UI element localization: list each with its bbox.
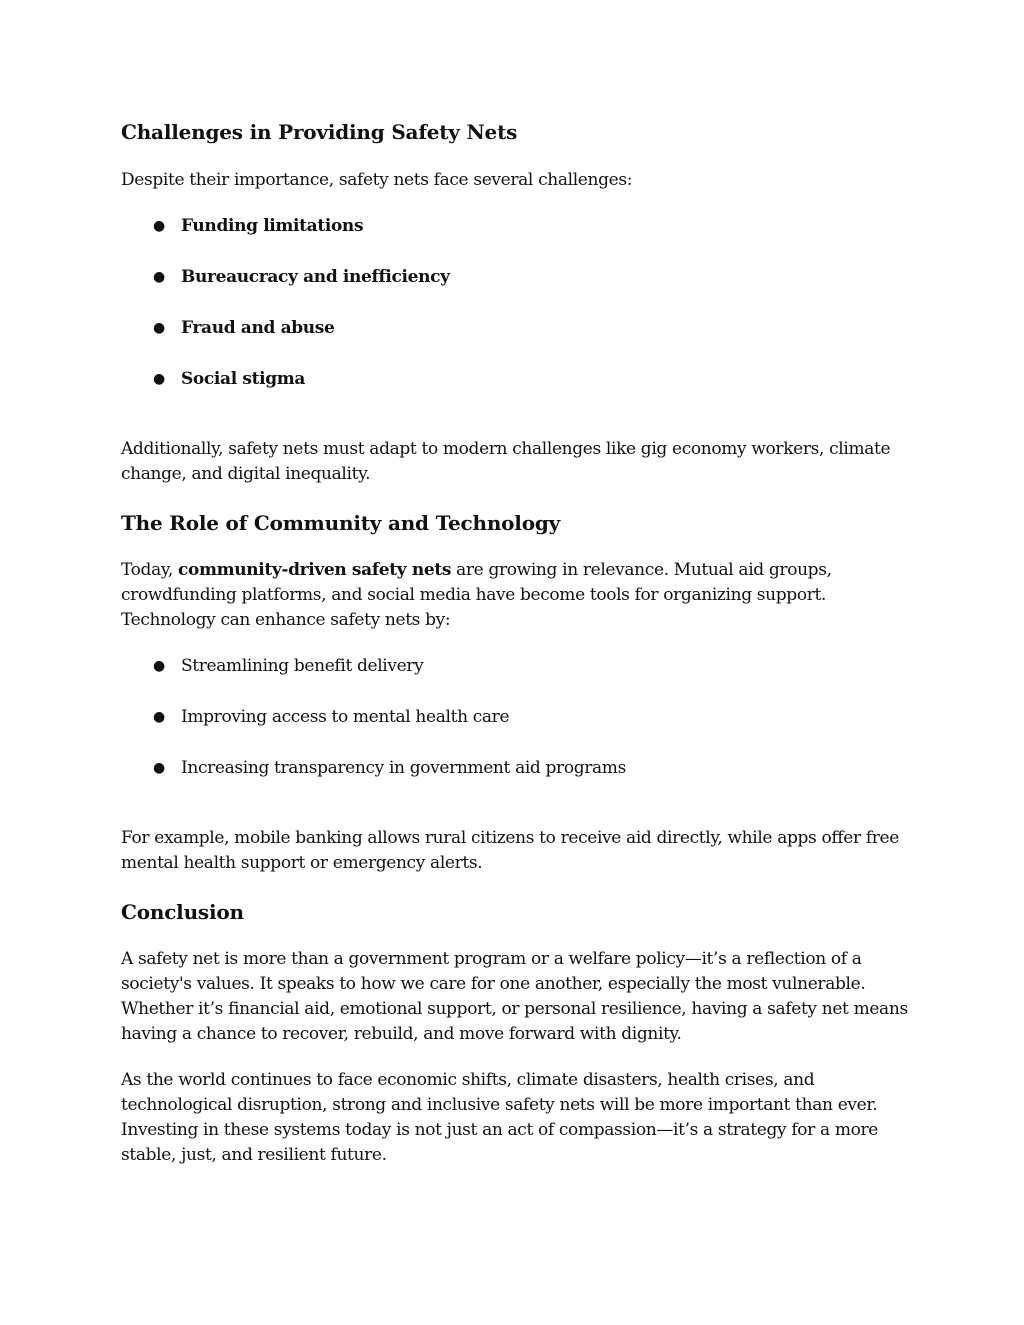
role-example-paragraph: For example, mobile banking allows rural citizens to receive aid directly, while apps offer free mental health support or emergency alerts. <box>121 828 899 873</box>
list-item <box>121 316 911 341</box>
conclusion-paragraph-1: A safety net is more than a government program or a welfare policy—it’s a reflection of a society's values. It speaks to how we care for one another, especially the most vulnerable. Whether it’s financial aid, emotional support, or personal resilience, having a safety net means having a chance to recover, rebuild, and move forward with dignity. <box>121 949 908 1044</box>
list-item <box>121 756 911 781</box>
list-item <box>121 265 911 290</box>
list-item-text: Increasing transparency in government aid programs <box>181 758 626 778</box>
challenges-intro: Despite their importance, safety nets face several challenges: <box>121 170 633 190</box>
role-intro-paragraph <box>121 558 911 633</box>
bullet-icon: ● <box>153 760 165 776</box>
role-intro-rest: are growing in relevance. Mutual aid groups, crowdfunding platforms, and social media have become tools for organizing support. Technology can enhance safety nets by: <box>121 560 832 630</box>
list-item-text: Funding limitations <box>181 216 364 236</box>
list-item <box>121 705 911 730</box>
list-item-text: Streamlining benefit delivery <box>181 656 424 676</box>
challenges-list <box>121 214 911 392</box>
list-item <box>121 214 911 239</box>
document-page <box>121 118 911 1168</box>
section-heading-role: The Role of Community and Technology <box>121 511 561 535</box>
bullet-icon: ● <box>153 269 165 285</box>
bullet-icon: ● <box>153 709 165 725</box>
list-item-text: Fraud and abuse <box>181 318 335 338</box>
bullet-icon: ● <box>153 320 165 336</box>
technology-list <box>121 654 911 781</box>
list-item-text: Bureaucracy and inefficiency <box>181 267 450 287</box>
list-item-text: Improving access to mental health care <box>181 707 510 727</box>
list-item-text: Social stigma <box>181 369 306 389</box>
bullet-icon: ● <box>153 218 165 234</box>
bullet-icon: ● <box>153 658 165 674</box>
bullet-icon: ● <box>153 371 165 387</box>
challenges-additionally-paragraph: Additionally, safety nets must adapt to modern challenges like gig economy workers, climate change, and digital inequality. <box>121 439 891 484</box>
role-intro-bold: community-driven safety nets <box>177 560 452 580</box>
role-intro-prefix: Today, <box>121 560 178 580</box>
section-heading-conclusion: Conclusion <box>121 900 244 924</box>
list-item <box>121 367 911 392</box>
conclusion-paragraph-2: As the world continues to face economic shifts, climate disasters, health crises, and technological disruption, strong and inclusive safety nets will be more important than ever. Investing in these systems today is not just an act of compassion—it’s a strategy for a more stable, just, and resilient future. <box>121 1070 878 1165</box>
section-heading-challenges: Challenges in Providing Safety Nets <box>121 120 518 144</box>
list-item <box>121 654 911 679</box>
